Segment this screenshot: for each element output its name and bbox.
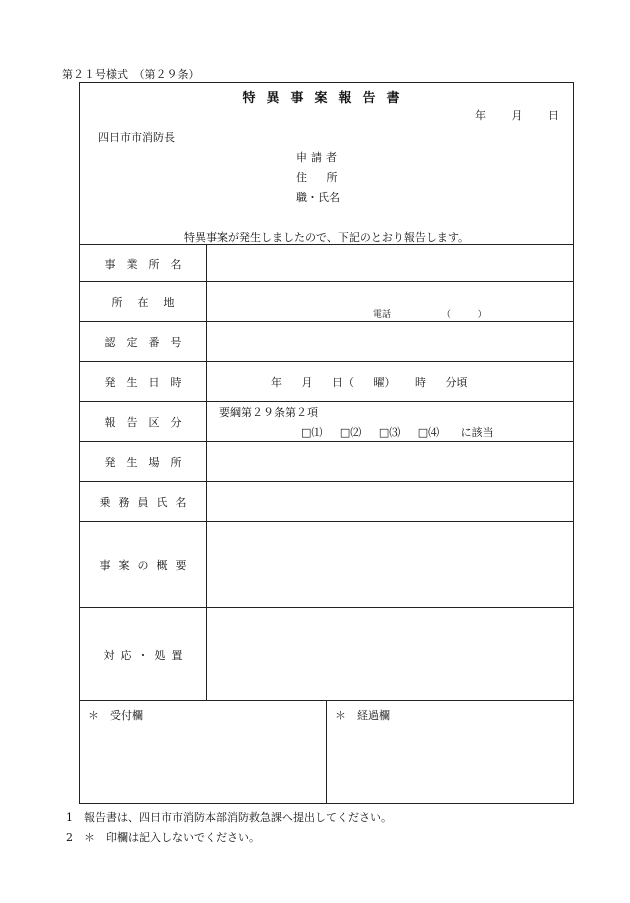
note-number: 1 <box>66 811 73 824</box>
note-text: ＊ 印欄は記入しないでください。 <box>84 831 260 844</box>
row-place <box>80 441 573 482</box>
cert-number-label: 認定番号 <box>104 336 193 349</box>
phone-field[interactable]: （ ） <box>441 310 487 320</box>
row-summary <box>80 521 573 608</box>
location-label: 所在地 <box>111 296 190 309</box>
applicant-label: 申請者 <box>296 151 341 164</box>
location-field[interactable] <box>207 282 573 322</box>
office-name-field[interactable] <box>207 245 573 282</box>
note-text: 報告書は、四日市市消防本部消防救急課へ提出してください。 <box>84 811 392 824</box>
category-checkbox-1[interactable]: □⑴ <box>301 426 323 439</box>
occurrence-time-field[interactable] <box>207 362 573 402</box>
cert-number-field[interactable] <box>207 322 573 362</box>
weekday-unit: 曜） <box>373 376 396 389</box>
form-number: 第２１号様式 （第２９条） <box>62 68 200 81</box>
addressee: 四日市市消防長 <box>98 131 175 144</box>
progress-cell <box>327 701 573 804</box>
name-label: 職・氏名 <box>296 191 340 204</box>
crew-name-label: 乗務員氏名 <box>99 496 195 509</box>
minute-unit: 分頃 <box>445 376 468 389</box>
row-office <box>80 244 573 282</box>
place-field[interactable] <box>207 442 573 482</box>
year-unit: 年 <box>271 376 282 389</box>
place-label: 発生場所 <box>104 456 193 469</box>
report-category-field <box>207 402 573 442</box>
category-checkbox-2[interactable]: □⑵ <box>339 426 362 439</box>
response-label: 対応・処置 <box>103 648 189 662</box>
row-cert-number <box>80 321 573 362</box>
progress-label: ＊ 経過欄 <box>335 709 390 722</box>
report-rule-text: 要綱第２９条第２項 <box>219 406 318 419</box>
summary-field[interactable] <box>207 522 573 608</box>
crew-name-field[interactable] <box>207 482 573 522</box>
reception-label: ＊ 受付欄 <box>88 709 143 722</box>
row-report-category <box>80 401 573 442</box>
report-date-field[interactable]: 年 月 日 <box>475 109 559 122</box>
report-category-label: 報告区分 <box>104 416 193 429</box>
summary-label: 事案の概要 <box>99 559 195 572</box>
address-label: 住 所 <box>296 171 338 184</box>
category-checkbox-4[interactable]: □⑷ <box>417 426 440 439</box>
applicable-text: に該当 <box>460 426 494 439</box>
occurrence-time-label: 発生日時 <box>104 376 193 389</box>
row-occurrence-time <box>80 361 573 402</box>
reception-cell <box>80 701 327 804</box>
hour-unit: 時 <box>415 376 426 389</box>
category-checkbox-3[interactable]: □⑶ <box>378 426 401 439</box>
day-unit: 日（ <box>332 376 354 389</box>
phone-label: 電話 <box>373 310 392 320</box>
response-field[interactable] <box>207 608 573 701</box>
note-1 <box>66 809 392 825</box>
form-title: 特異事案報告書 <box>242 91 411 106</box>
month-unit: 月 <box>301 376 313 389</box>
report-statement: 特異事案が発生しましたので、下記のとおり報告します。 <box>184 231 469 244</box>
row-crew-name <box>80 481 573 522</box>
note-number: 2 <box>66 831 73 844</box>
row-office-use <box>80 700 573 804</box>
row-response <box>80 607 573 701</box>
office-name-label: 事業所名 <box>104 257 193 271</box>
note-2 <box>66 829 260 845</box>
report-form <box>79 82 574 804</box>
row-location <box>80 281 573 322</box>
